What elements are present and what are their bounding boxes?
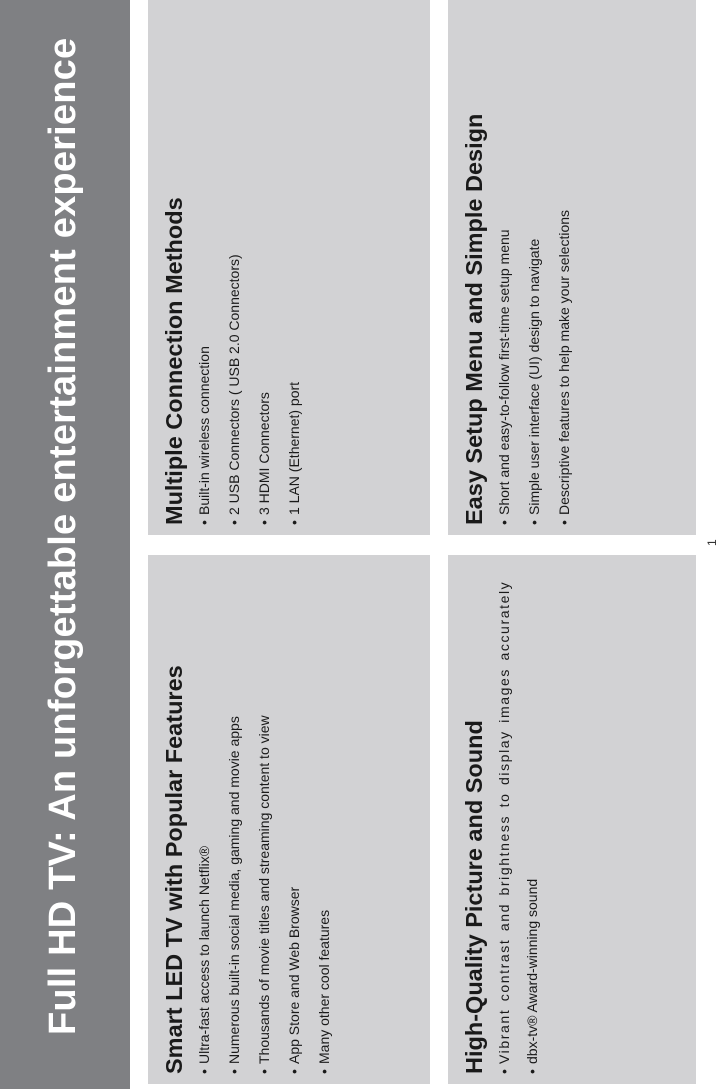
list-item: • Numerous built-in social media, gaming and movie apps — [226, 565, 243, 1074]
list-item: • Many other cool features — [316, 565, 333, 1074]
list-item: • Ultra-fast access to launch Netflix® — [196, 565, 213, 1074]
list-item: • Short and easy-to-follow first-time setup menu — [496, 10, 513, 525]
feature-list — [196, 10, 303, 525]
connection-methods-panel — [148, 0, 430, 535]
list-item: • dbx-tv® Award-winning sound — [524, 565, 541, 1074]
feature-list — [496, 565, 541, 1074]
picture-sound-panel — [448, 555, 696, 1084]
page-number: 1 — [705, 539, 719, 546]
easy-setup-panel — [448, 0, 696, 535]
list-item: • Simple user interface (UI) design to navigate — [526, 10, 543, 525]
list-item: • 3 HDMI Connectors — [256, 10, 273, 525]
section-title: Smart LED TV with Popular Features — [161, 665, 187, 1074]
list-item: • Built-in wireless connection — [196, 10, 213, 525]
smart-features-panel — [148, 555, 430, 1084]
page-title: Full HD TV: An unforgettable entertainment experience — [42, 37, 84, 1035]
section-title: High-Quality Picture and Sound — [461, 720, 487, 1074]
list-item: • Vibrant contrast and brightness to display images accurately — [496, 565, 513, 1074]
feature-list — [496, 10, 573, 525]
title-banner — [0, 0, 130, 1089]
list-item: • Thousands of movie titles and streaming content to view — [256, 565, 273, 1074]
list-item: • 2 USB Connectors ( USB 2.0 Connectors) — [226, 10, 243, 525]
list-item: • App Store and Web Browser — [286, 565, 303, 1074]
list-item: • Descriptive features to help make your selections — [556, 10, 573, 525]
feature-list — [196, 565, 333, 1074]
section-title: Multiple Connection Methods — [161, 197, 187, 525]
section-title: Easy Setup Menu and Simple Design — [461, 113, 487, 525]
list-item: • 1 LAN (Ethernet) port — [286, 10, 303, 525]
